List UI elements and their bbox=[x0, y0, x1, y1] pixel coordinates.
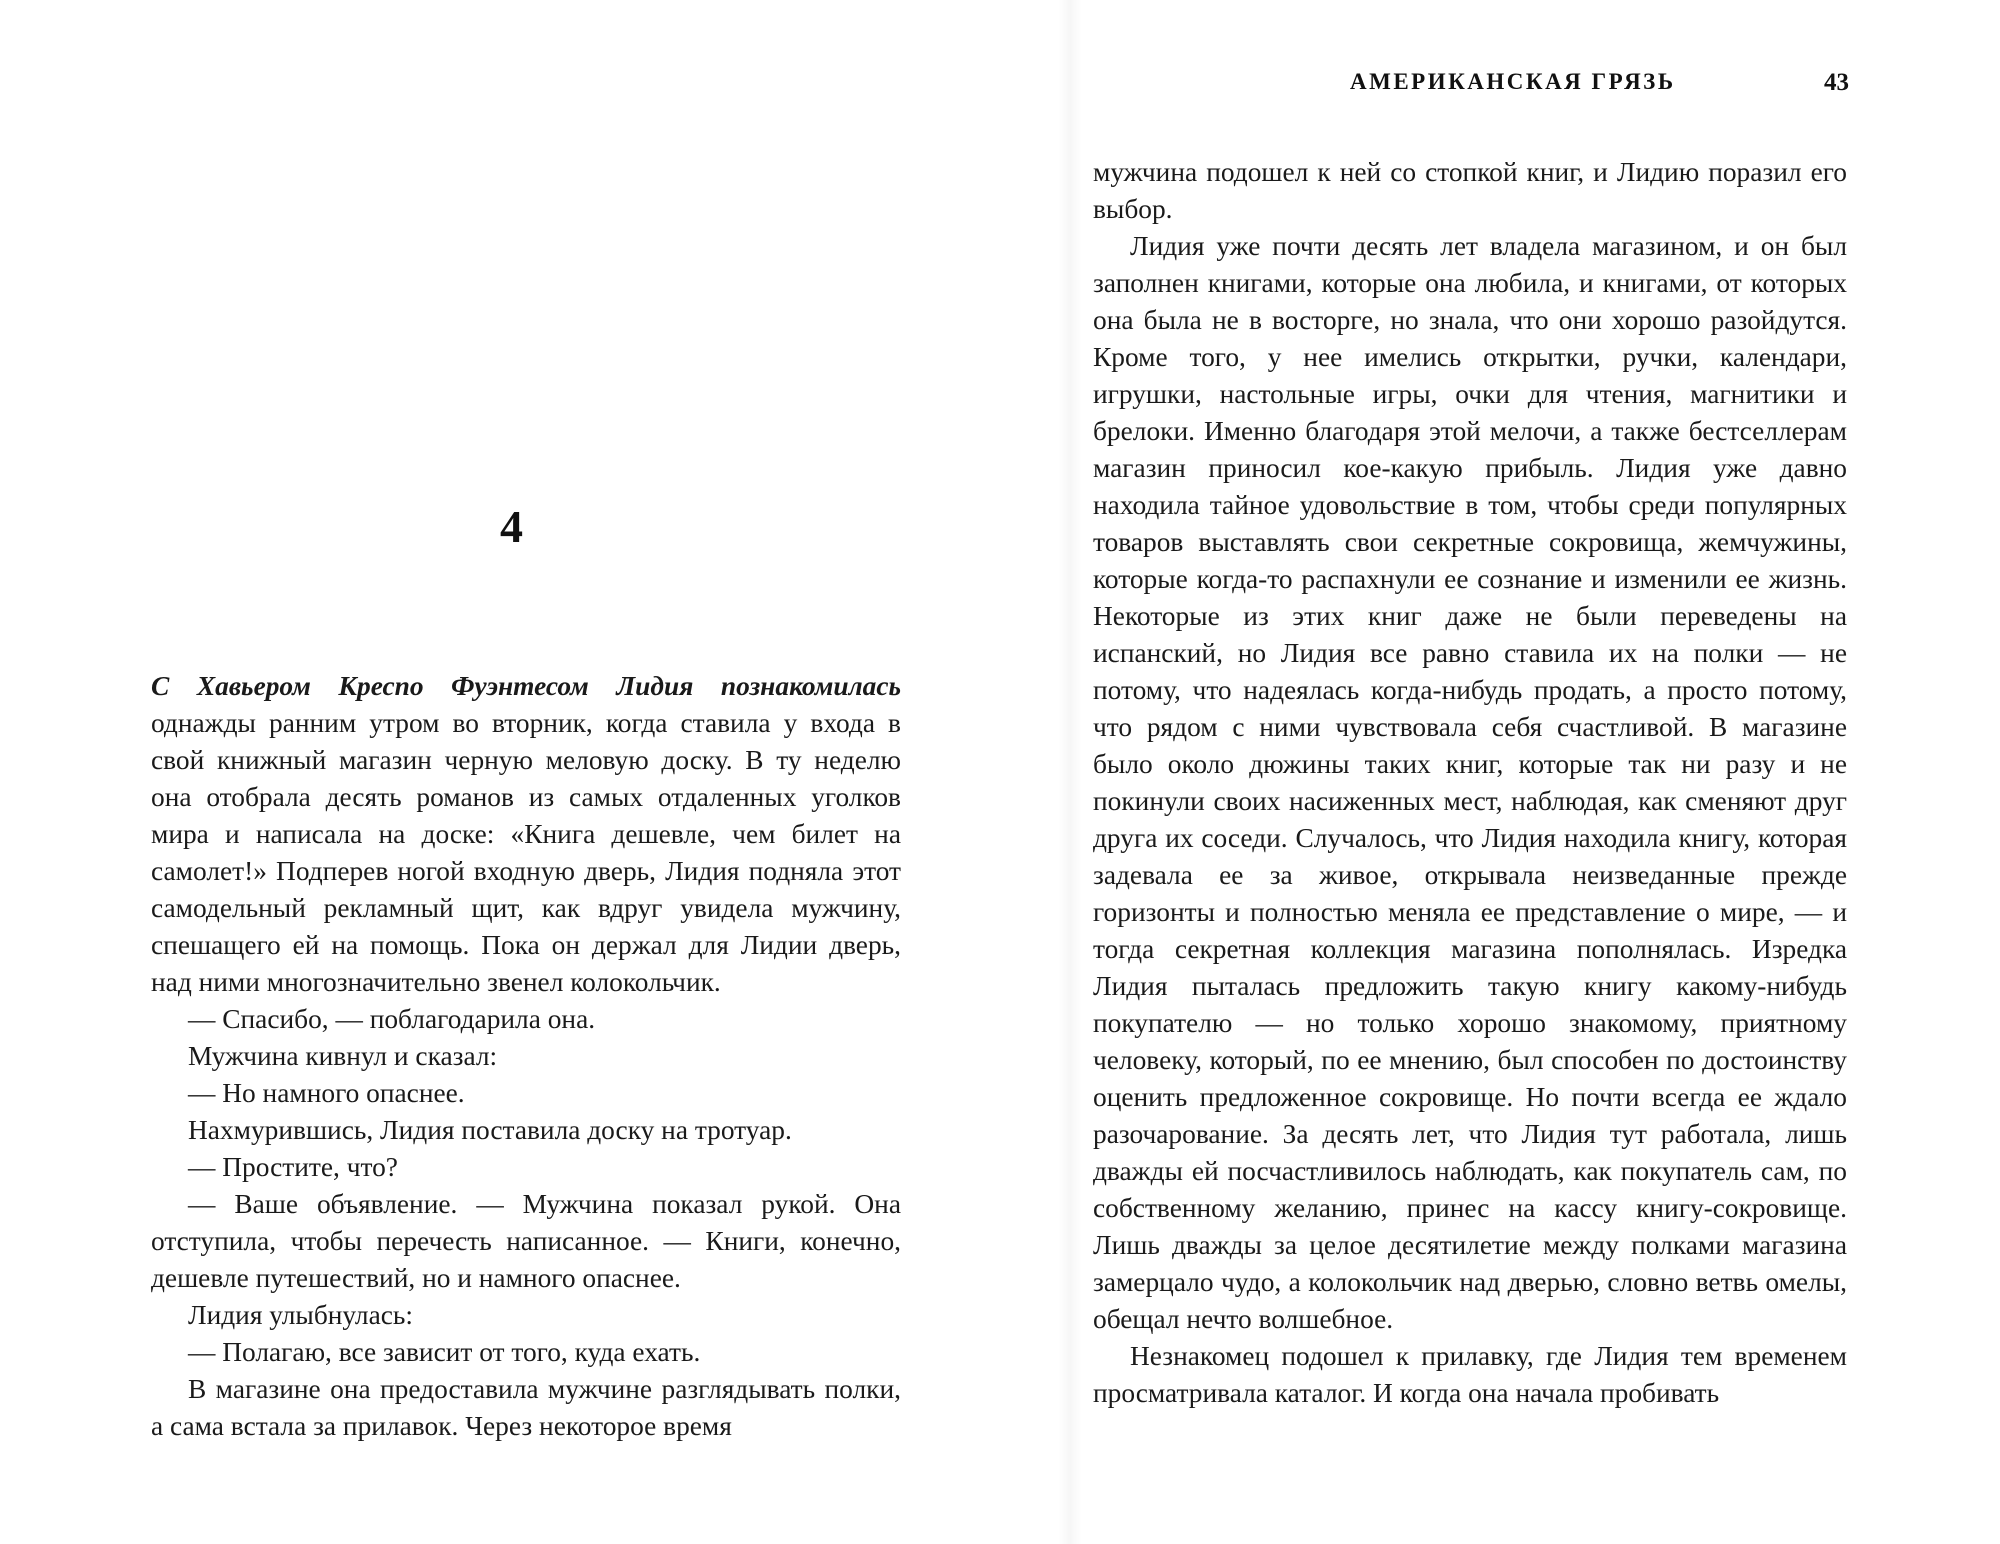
paragraph: — Ваше объявление. — Мужчина показал рукой. Она отступила, чтобы перечесть написанное. — Книги, конечно, дешевле путешествий, но и намного опаснее. bbox=[151, 1189, 901, 1293]
paragraph: В магазине она предоставила мужчине разглядывать полки, а сама встала за прилавок. Через некоторое время bbox=[151, 1374, 901, 1441]
paragraph: Лидия улыбнулась: bbox=[188, 1300, 414, 1330]
paragraph: Лидия уже почти десять лет владела магазином, и он был заполнен книгами, которые она любила, и книгами, от которых она была не в восторге, но знала, что они хорошо разойдутся. Кроме того, у нее имелись открытки, ручки, календари, игрушки, настольные игры, очки для чтения, магнитики и брелоки. Именно благодаря этой мелочи, а также бестселлерам магазин приносил кое-какую прибыль. Лидия уже давно находила тайное удовольствие в том, чтобы среди популярных товаров выставлять свои секретные сокровища, жемчужины, которые когда-то распахнули ее сознание и изменили ее жизнь. Некоторые из этих книг даже не были переведены на испанский, но Лидия все равно ставила их на полки — не потому, что надеялась когда-нибудь продать, а просто потому, что рядом с ними чувствовала себя счастливой. В магазине было около дюжины таких книг, которые так ни разу и не покинули своих насиженных мест, наблюдая, как сменяют друг друга их соседи. Случалось, что Лидия находила книгу, которая задевала ее за живое, открывала неизведанные прежде горизонты и полностью меняла ее представление о мире, — и тогда секретная коллекция магазина пополнялась. Изредка Лидия пыталась предложить такую книгу какому-нибудь покупателю — но только хорошо знакомому, приятному человеку, который, по ее мнению, был способен по достоинству оценить предложенное сокровище. Но почти всегда ее ждало разочарование. За десять лет, что Лидия тут работала, лишь дважды ей посчастливилось наблюдать, как покупатель сам, по собственному желанию, принес на кассу книгу-сокровище. Лишь дважды за целое десятилетие между полками магазина замерцало чудо, а колокольчик над дверью, словно ветвь омелы, обещал нечто волшебное. bbox=[1093, 231, 1847, 1334]
paragraph: Мужчина кивнул и сказал: bbox=[188, 1041, 498, 1071]
paragraph: — Но намного опаснее. bbox=[188, 1078, 465, 1108]
page-number: 43 bbox=[1824, 69, 1849, 96]
left-text-column bbox=[151, 668, 901, 1445]
paragraph-continued: мужчина подошел к ней со стопкой книг, и Лидию поразил его выбор. bbox=[1093, 157, 1847, 224]
right-text-column bbox=[1093, 154, 1847, 1412]
paragraph: — Полагаю, все зависит от того, куда ехать. bbox=[188, 1337, 701, 1367]
running-head: АМЕРИКАНСКАЯ ГРЯЗЬ bbox=[1350, 69, 1676, 94]
opening-lead-in: С Хавьером Креспо Фуэнтесом Лидия познакомилась bbox=[151, 671, 901, 701]
paragraph: — Спасибо, — поблагодарила она. bbox=[188, 1004, 596, 1034]
opening-text: однажды ранним утром во вторник, когда ставила у входа в свой книжный магазин черную меловую доску. В ту неделю она отобрала десять романов из самых отдаленных уголков мира и написала на доске: «Книга дешевле, чем билет на самолет!» Подперев ногой входную дверь, Лидия подняла этот самодельный рекламный щит, как вдруг увидела мужчину, спешащего ей на помощь. Пока он держал для Лидии дверь, над ними многозначительно звенел колокольчик. bbox=[151, 708, 901, 997]
paragraph: — Простите, что? bbox=[188, 1152, 398, 1182]
paragraph: Незнакомец подошел к прилавку, где Лидия тем временем просматривала каталог. И когда она начала пробивать bbox=[1093, 1341, 1847, 1408]
paragraph: Нахмурившись, Лидия поставила доску на тротуар. bbox=[188, 1115, 792, 1145]
chapter-number: 4 bbox=[500, 501, 523, 552]
paragraph-opening bbox=[151, 668, 901, 1001]
